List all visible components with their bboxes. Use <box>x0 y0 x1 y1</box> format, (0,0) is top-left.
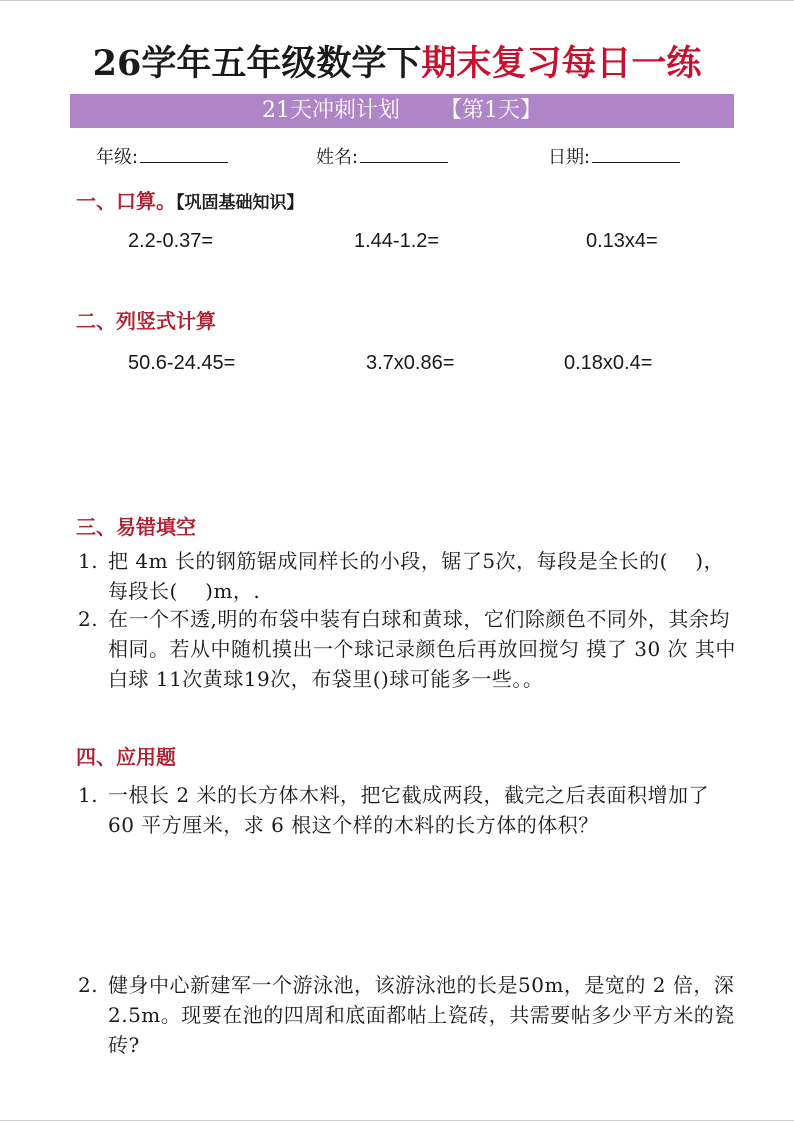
s3-q1-text: 把 4m 长的钢筋锯成同样长的小段，锯了5次，每段是全长的( )，每段长( )m，. <box>108 549 725 603</box>
s3-q2-text: 在一个不透,明的布袋中装有白球和黄球，它们除颜色不同外，其余均相同。若从中随机摸出一个球记录颜色后再放回搅匀 摸了 30 次 其中白球 11次黄球19次，布袋里()球可能多一些。。 <box>108 607 736 691</box>
s1-item-1: 2.2-0.37= <box>128 230 214 252</box>
name-label: 姓名: <box>316 147 359 168</box>
section-4-heading: 四、应用题 <box>76 745 176 769</box>
s3-question-1 <box>78 546 738 606</box>
banner-day-text: 【第1天】 <box>440 98 542 123</box>
grade-blank[interactable] <box>140 144 228 163</box>
section-1-title: 一、口算。 <box>76 189 176 213</box>
date-blank[interactable] <box>592 144 680 163</box>
title-red-part: 期末复习每日一练 <box>421 43 702 84</box>
date-label: 日期: <box>548 147 591 168</box>
s3-q2-number: 2. <box>78 607 99 631</box>
s2-item-1: 50.6-24.45= <box>128 352 236 374</box>
s1-item-2: 1.44-1.2= <box>354 230 440 252</box>
date-field <box>548 144 680 172</box>
s4-q1-text: 一根长 2 米的长方体木料，把它截成两段，截完之后表面积增加了 60 平方厘米，求 6 根这个样的木料的长方体的体积？ <box>108 783 709 837</box>
s1-item-3: 0.13x4= <box>586 230 658 252</box>
section-2-heading: 二、列竖式计算 <box>76 309 216 333</box>
name-field <box>316 144 448 172</box>
page-title <box>0 38 794 90</box>
s4-question-1 <box>78 780 738 840</box>
top-rule <box>0 0 794 1</box>
s3-question-2 <box>78 604 738 694</box>
plan-banner <box>70 94 734 128</box>
s3-q1-number: 1. <box>78 549 99 573</box>
s4-question-2 <box>78 970 738 1060</box>
grade-field <box>96 144 228 172</box>
grade-label: 年级: <box>96 147 139 168</box>
s2-item-3: 0.18x0.4= <box>564 352 653 374</box>
name-blank[interactable] <box>360 144 448 163</box>
banner-plan-text: 21天冲刺计划 <box>262 98 400 123</box>
title-black-part: 26学年五年级数学下 <box>92 43 422 84</box>
s4-q1-number: 1. <box>78 783 99 807</box>
bottom-rule <box>0 1120 794 1121</box>
section-1-subtitle: 【巩固基础知识】 <box>176 193 304 213</box>
s4-q2-text: 健身中心新建军一个游泳池，该游泳池的长是50m，是宽的 2 倍，深 2.5m。现要在池的四周和底面都帖上瓷砖，共需要帖多少平方米的瓷砖? <box>108 973 735 1057</box>
section-1-heading <box>76 186 304 218</box>
section-3-heading: 三、易错填空 <box>76 515 196 539</box>
s4-q2-number: 2. <box>78 973 99 997</box>
s2-item-2: 3.7x0.86= <box>366 352 455 374</box>
